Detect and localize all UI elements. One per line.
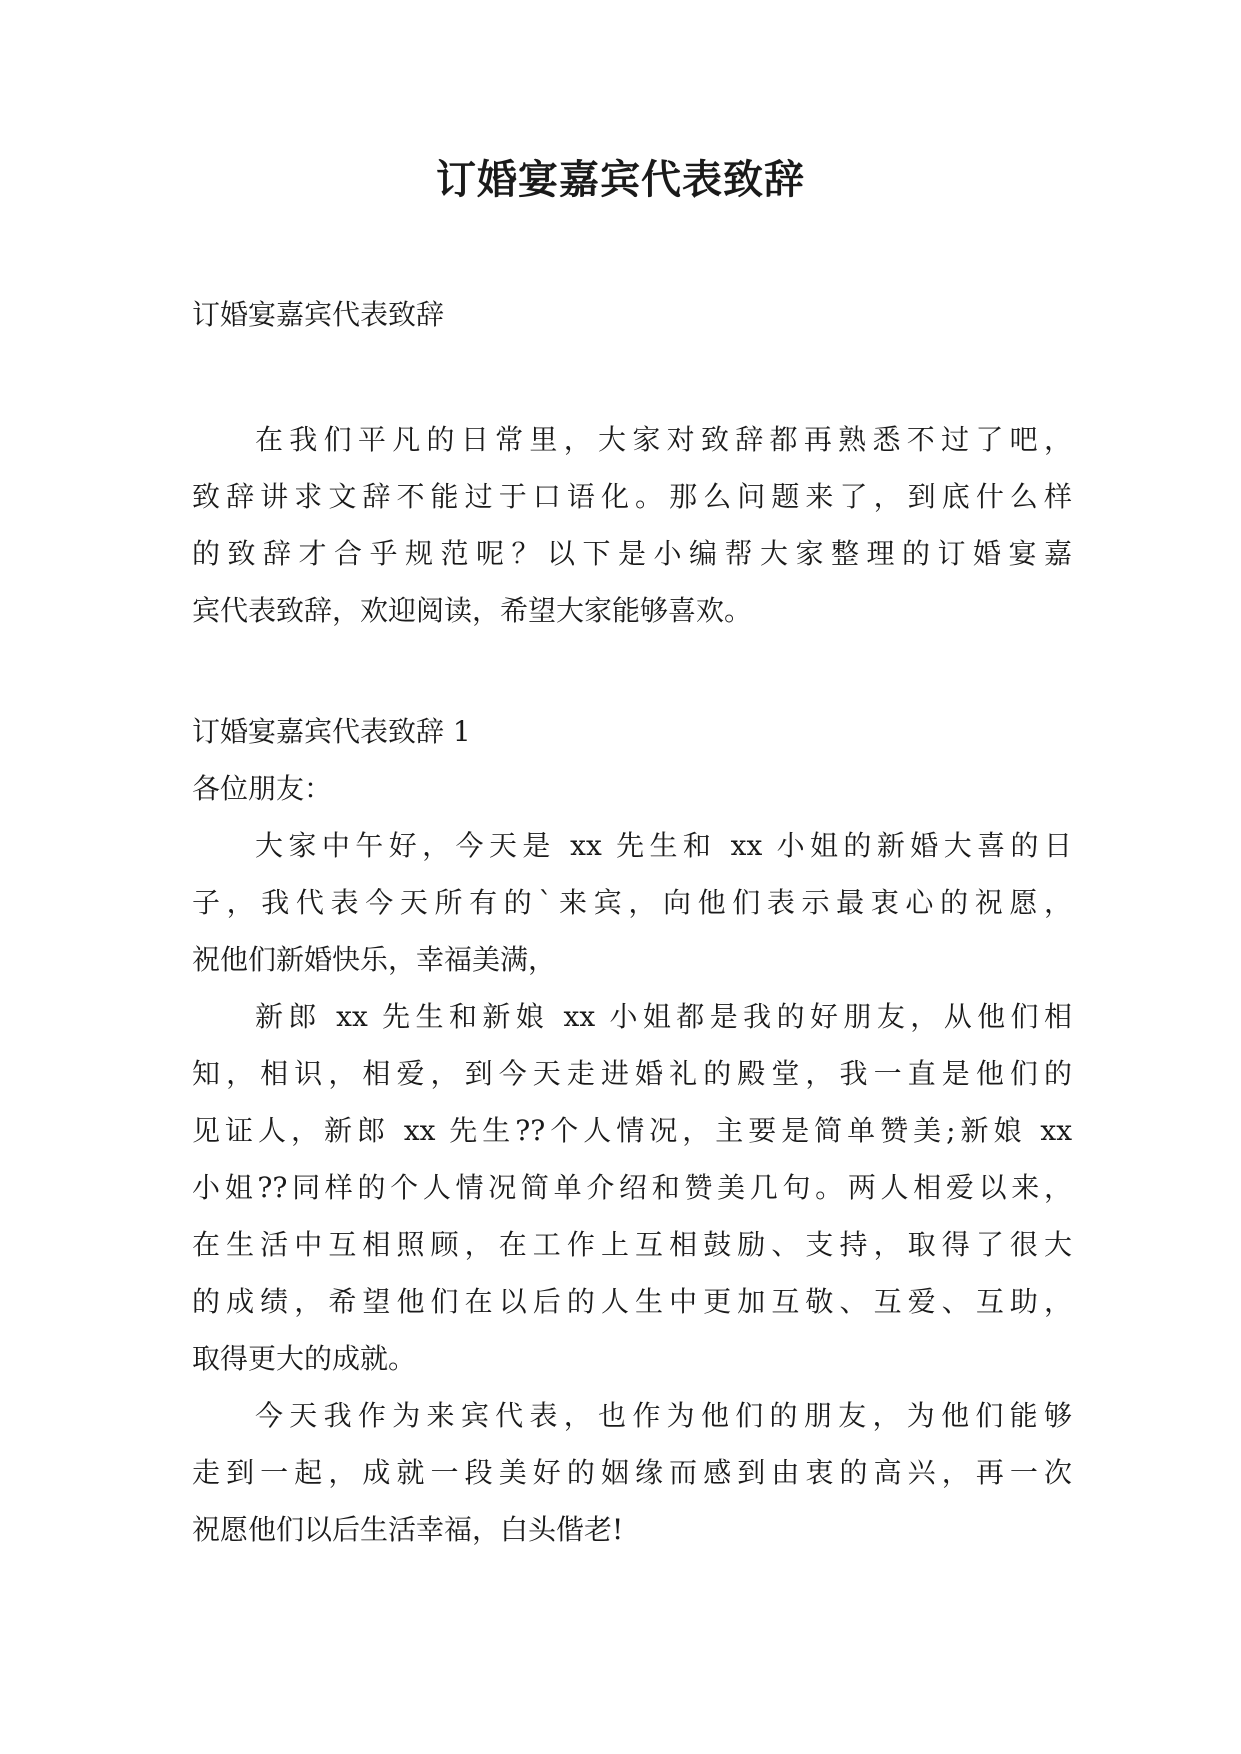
paragraph-line: 的成绩，希望他们在以后的人生中更加互敬、互爱、互助， bbox=[192, 1285, 1072, 1318]
paragraph-line: 子，我代表今天所有的`来宾，向他们表示最衷心的祝愿， bbox=[192, 886, 1072, 919]
spacer bbox=[192, 639, 1072, 703]
paragraph-3 bbox=[192, 1387, 1072, 1558]
section-heading: 订婚宴嘉宾代表致辞 1 bbox=[192, 715, 471, 748]
intro-line: 致辞讲求文辞不能过于口语化。那么问题来了，到底什么样 bbox=[192, 480, 1072, 513]
paragraph-line: 在生活中互相照顾，在工作上互相鼓励、支持，取得了很大 bbox=[192, 1228, 1072, 1261]
intro-line: 的致辞才合乎规范呢？以下是小编帮大家整理的订婚宴嘉 bbox=[192, 537, 1072, 570]
paragraph-line: 见证人，新郎 xx 先生??个人情况，主要是简单赞美;新娘 xx bbox=[192, 1114, 1072, 1147]
paragraph-line: 祝他们新婚快乐，幸福美满， bbox=[192, 943, 557, 976]
paragraph-line: 取得更大的成就。 bbox=[192, 1342, 417, 1375]
intro-line: 在我们平凡的日常里，大家对致辞都再熟悉不过了吧， bbox=[255, 423, 1072, 456]
paragraph-line: 今天我作为来宾代表，也作为他们的朋友，为他们能够 bbox=[255, 1399, 1072, 1432]
paragraph-line: 新郎 xx 先生和新娘 xx 小姐都是我的好朋友，从他们相 bbox=[255, 1000, 1072, 1033]
paragraph-1 bbox=[192, 817, 1072, 988]
paragraph-line: 大家中午好，今天是 xx 先生和 xx 小姐的新婚大喜的日 bbox=[255, 829, 1072, 862]
intro-line: 宾代表致辞，欢迎阅读，希望大家能够喜欢。 bbox=[192, 594, 753, 627]
paragraph-line: 祝愿他们以后生活幸福，白头偕老! bbox=[192, 1513, 624, 1546]
intro-paragraph bbox=[192, 411, 1072, 639]
paragraph-line: 小姐??同样的个人情况简单介绍和赞美几句。两人相爱以来， bbox=[192, 1171, 1072, 1204]
paragraph-line: 走到一起，成就一段美好的姻缘而感到由衷的高兴，再一次 bbox=[192, 1456, 1072, 1489]
spacer bbox=[192, 343, 1072, 411]
paragraph-2 bbox=[192, 988, 1072, 1387]
document-title: 订婚宴嘉宾代表致辞 bbox=[436, 156, 805, 203]
salutation: 各位朋友： bbox=[192, 772, 333, 805]
document-subtitle: 订婚宴嘉宾代表致辞 bbox=[192, 298, 445, 331]
paragraph-line: 知，相识，相爱，到今天走进婚礼的殿堂，我一直是他们的 bbox=[192, 1057, 1072, 1090]
document-body bbox=[192, 286, 1072, 1558]
